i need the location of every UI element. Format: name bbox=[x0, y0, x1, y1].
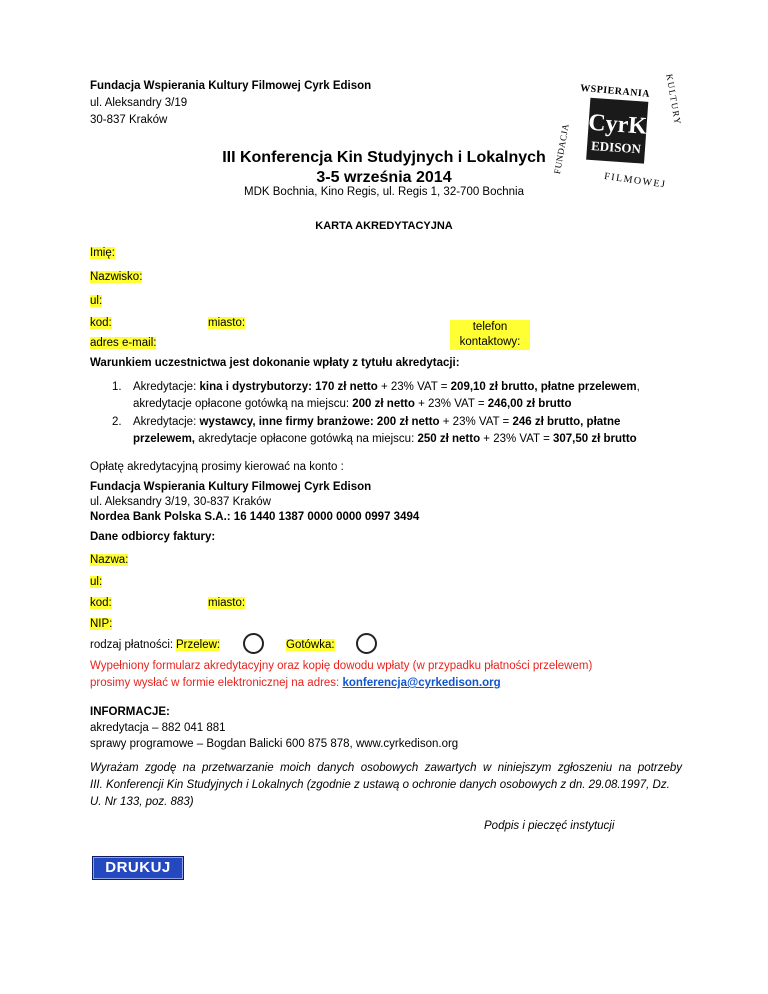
organizer-city: 30-837 Kraków bbox=[90, 114, 168, 126]
print-button[interactable]: DRUKUJ bbox=[92, 856, 184, 880]
invoice-postal-label: kod: bbox=[90, 597, 112, 609]
last-name-label: Nazwisko: bbox=[90, 271, 143, 283]
consent-line-2: III. Konferencji Kin Studyjnych i Lokalnych (zgodnie z ustawą o ochronie danych osobowych z dn. 29.08.1997, Dz. bbox=[90, 779, 670, 791]
payment-type-label: rodzaj płatności: bbox=[90, 639, 174, 651]
invoice-street-label: ul: bbox=[90, 576, 103, 588]
phone-label-2: kontaktowy: bbox=[459, 336, 521, 348]
city-label: miasto: bbox=[208, 317, 246, 329]
logo-right-text: KULTURY bbox=[664, 73, 684, 127]
condition-text-1: Akredytacje: kina i dystrybutorzy: 170 zł netto + 23% VAT = 209,10 zł brutto, płatne przelewem, akredytacje opłacone gotówką na miejscu: 200 zł netto + 23% VAT = 246,00 zł brutto bbox=[133, 381, 640, 410]
logo-main-1: CyrK bbox=[587, 109, 648, 140]
info-line-2: sprawy programowe – Bogdan Balicki 600 875 878, www.cyrkedison.org bbox=[90, 738, 459, 750]
street-field[interactable] bbox=[90, 294, 102, 309]
transfer-label: Przelew: bbox=[176, 639, 221, 651]
invoice-name-field[interactable] bbox=[90, 553, 128, 568]
event-dates: 3-5 września 2014 bbox=[316, 169, 452, 186]
event-title-block bbox=[0, 148, 768, 188]
phone-label-1: telefon bbox=[472, 321, 508, 333]
invoice-heading: Dane odbiorcy faktury: bbox=[90, 531, 216, 543]
consent-text bbox=[90, 760, 682, 811]
condition-num-1: 1. bbox=[112, 381, 122, 393]
payment-bank: Nordea Bank Polska S.A.: 16 1440 1387 0000 0000 0997 3494 bbox=[90, 511, 420, 523]
info-heading: INFORMACJE: bbox=[90, 706, 170, 718]
transfer-radio[interactable] bbox=[243, 633, 264, 654]
cash-label: Gotówka: bbox=[286, 639, 335, 651]
form-title: KARTA AKREDYTACYJNA bbox=[315, 220, 453, 232]
invoice-nip-field[interactable] bbox=[90, 617, 112, 632]
invoice-postal-field[interactable] bbox=[90, 596, 112, 611]
city-field[interactable] bbox=[208, 316, 245, 331]
payment-intro: Opłatę akredytacyjną prosimy kierować na konto : bbox=[90, 461, 344, 473]
email-label: adres e-mail: bbox=[90, 337, 157, 349]
info-section bbox=[90, 704, 458, 752]
street-label: ul: bbox=[90, 295, 103, 307]
consent-line-1: Wyrażam zgodę na przetwarzanie moich danych osobowych zawartych w niniejszym zgłoszeniu na potrzeby bbox=[90, 762, 682, 774]
logo-left-text: FUNDACJA bbox=[551, 122, 571, 175]
email-field[interactable] bbox=[90, 336, 156, 351]
logo-bottom-text: FILMOWEJ bbox=[603, 170, 668, 191]
transfer-option bbox=[176, 638, 220, 653]
payment-account bbox=[90, 480, 419, 525]
cash-radio[interactable] bbox=[356, 633, 377, 654]
first-name-field[interactable] bbox=[90, 246, 115, 261]
submission-notice bbox=[90, 658, 592, 692]
logo-top-text: WSPIERANIA bbox=[579, 82, 651, 100]
organizer-name: Fundacja Wspierania Kultury Filmowej Cyrk Edison bbox=[90, 80, 372, 92]
event-title: III Konferencja Kin Studyjnych i Lokalnych bbox=[222, 149, 546, 166]
info-line-1: akredytacja – 882 041 881 bbox=[90, 722, 226, 734]
invoice-street-field[interactable] bbox=[90, 575, 102, 590]
condition-num-2: 2. bbox=[112, 416, 122, 428]
signature-label: Podpis i pieczęć instytucji bbox=[484, 820, 615, 832]
logo-main-2: EDISON bbox=[590, 137, 642, 157]
invoice-nip-label: NIP: bbox=[90, 618, 113, 630]
notice-email-link[interactable]: konferencja@cyrkedison.org bbox=[342, 677, 501, 689]
cash-option bbox=[286, 638, 335, 653]
last-name-field[interactable] bbox=[90, 270, 142, 285]
payment-name: Fundacja Wspierania Kultury Filmowej Cyrk Edison bbox=[90, 481, 372, 493]
notice-line-2: prosimy wysłać w formie elektronicznej na adres: konferencja@cyrkedison.org bbox=[90, 677, 501, 689]
payment-address: ul. Aleksandry 3/19, 30-837 Kraków bbox=[90, 496, 271, 508]
invoice-city-field[interactable] bbox=[208, 596, 245, 611]
condition-item-2 bbox=[90, 414, 690, 448]
condition-text-2: Akredytacje: wystawcy, inne firmy branżowe: 200 zł netto + 23% VAT = 246 zł brutto, płatne przelewem, akredytacje opłacone gotówką na miejscu: 250 zł netto + 23% VAT = 307,50 zł brutto bbox=[133, 416, 637, 445]
postal-code-field[interactable] bbox=[90, 316, 112, 331]
organizer-street: ul. Aleksandry 3/19 bbox=[90, 97, 188, 109]
notice-line-1: Wypełniony formularz akredytacyjny oraz kopię dowodu wpłaty (w przypadku płatności przelewem) bbox=[90, 660, 593, 672]
consent-line-3: U. Nr 133, poz. 883) bbox=[90, 796, 194, 808]
first-name-label: Imię: bbox=[90, 247, 115, 259]
event-venue: MDK Bochnia, Kino Regis, ul. Regis 1, 32-700 Bochnia bbox=[244, 186, 524, 198]
phone-field[interactable] bbox=[450, 320, 530, 350]
postal-code-label: kod: bbox=[90, 317, 112, 329]
condition-item-1 bbox=[90, 379, 690, 413]
invoice-name-label: Nazwa: bbox=[90, 554, 129, 566]
invoice-city-label: miasto: bbox=[208, 597, 246, 609]
conditions-heading: Warunkiem uczestnictwa jest dokonanie wpłaty z tytułu akredytacji: bbox=[90, 357, 460, 369]
organizer-address bbox=[90, 78, 371, 129]
